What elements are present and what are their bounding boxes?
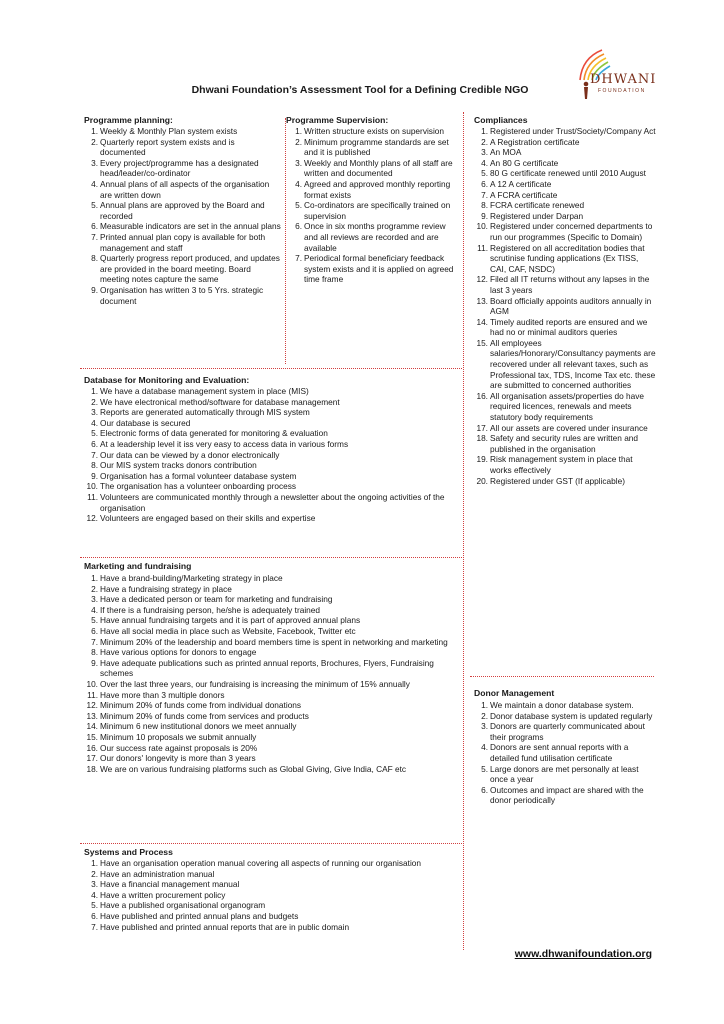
list-item-number: 14. (86, 721, 98, 732)
list-item-text: Have an organisation operation manual covering all aspects of running our organisation (100, 858, 422, 868)
list-item-number: 2. (91, 583, 98, 594)
logo-wordmark: DHWANI (590, 72, 657, 87)
list-item-text: Donors are sent annual reports with a detailed fund utilisation certificate (490, 742, 629, 763)
database-list (84, 386, 460, 524)
list-item-text: Have a written procurement policy (100, 889, 226, 900)
list-item-number: 7. (91, 921, 98, 932)
list-item (84, 594, 460, 605)
list-item (84, 605, 460, 616)
list-item-number: 2. (91, 136, 98, 147)
list-item-number: 1. (481, 700, 488, 710)
list-item-text: Weekly & Monthly Plan system exists (100, 126, 238, 136)
list-item-number: 4. (91, 604, 98, 615)
list-item-text: Every project/programme has a designated head/leader/co-ordinator (100, 157, 259, 179)
list-item-number: 7. (91, 231, 98, 242)
list-item-text: Annual plans are approved by the Board and recorded (100, 200, 265, 221)
list-item-text: Have adequate publications such as printed annual reports, Brochures, Flyers, Fundraising schemes (100, 657, 434, 679)
list-item-number: 8. (91, 460, 98, 471)
list-item-number: 5. (295, 200, 302, 211)
list-item-number: 5. (91, 900, 98, 911)
list-item-number: 8. (481, 200, 488, 211)
list-item-text: Registered on all accreditation bodies that scrutinise funding applications (Ex TISS, CAI, CAF, NSDC) (490, 242, 645, 274)
systems-list (84, 858, 460, 932)
list-item (474, 338, 656, 391)
list-item-text: Have a financial management manual (100, 879, 240, 890)
list-item-number: 9. (91, 284, 98, 295)
list-item-number: 7. (295, 253, 302, 264)
list-item-number: 5. (481, 763, 488, 774)
list-item (474, 137, 656, 148)
list-item-number: 10. (86, 678, 98, 689)
list-item (474, 243, 656, 275)
list-item-text: Minimum 20% of the leadership and board members time is spent in networking and marketing (100, 636, 448, 647)
list-item (84, 573, 460, 584)
list-item-text: Our data can be viewed by a donor electronically (100, 449, 280, 460)
list-item-number: 6. (91, 625, 98, 636)
list-item (84, 869, 460, 880)
divider-donor-top (470, 676, 654, 677)
list-item-number: 5. (91, 615, 98, 626)
list-item (288, 158, 458, 179)
list-item-number: 9. (481, 210, 488, 221)
list-item (474, 764, 656, 785)
list-item-number: 2. (295, 136, 302, 147)
list-item-text: Agreed and approved monthly reporting format exists (304, 178, 451, 200)
list-item-number: 1. (481, 126, 488, 136)
dhwani-logo (566, 44, 657, 106)
list-item-number: 7. (481, 189, 488, 200)
list-item-number: 1. (91, 858, 98, 868)
list-item (474, 742, 656, 763)
list-item (84, 711, 460, 722)
donor-management-heading: Donor Management (474, 688, 555, 698)
list-item (474, 158, 656, 169)
list-item-number: 9. (91, 470, 98, 481)
list-item-number: 17. (86, 753, 98, 764)
list-item-text: Have more than 3 multiple donors (100, 689, 225, 700)
list-item-number: 6. (295, 221, 302, 232)
list-item (84, 700, 460, 711)
list-item-number: 9. (91, 657, 98, 668)
list-item-number: 16. (86, 742, 98, 753)
list-item (84, 232, 282, 253)
list-item-text: Have a dedicated person or team for marketing and fundraising (100, 594, 333, 605)
list-item (84, 658, 460, 679)
list-item-number: 12. (476, 274, 488, 285)
list-item-number: 17. (476, 422, 488, 433)
list-item (288, 179, 458, 200)
list-item-text: Written structure exists on supervision (304, 126, 445, 136)
list-item (84, 647, 460, 658)
list-item-text: Timely audited reports are ensured and we had no or minimal auditors queries (490, 316, 648, 338)
list-item-number: 3. (295, 157, 302, 168)
list-item-number: 4. (91, 889, 98, 900)
list-item (84, 637, 460, 648)
list-item (474, 168, 656, 179)
list-item-text: FCRA certificate renewed (490, 200, 585, 211)
list-item (84, 439, 460, 450)
list-item-text: Registered under concerned departments to run our programmes (Specific to Domain) (490, 221, 653, 242)
list-item (84, 721, 460, 732)
list-item (84, 879, 460, 890)
list-item-number: 11. (477, 242, 488, 253)
list-item-text: Annual plans of all aspects of the organisation are written down (100, 178, 270, 200)
list-item-number: 13. (476, 295, 488, 306)
list-item-number: 7. (91, 449, 98, 460)
list-item-text: The organisation has a volunteer onboarding process (100, 481, 297, 492)
list-item-number: 3. (481, 721, 488, 732)
list-item-text: Minimum 10 proposals we submit annually (100, 731, 257, 742)
list-item (84, 126, 282, 137)
list-item-number: 3. (481, 147, 488, 158)
list-item (84, 418, 460, 429)
list-item-number: 5. (91, 428, 98, 439)
list-item-text: Have a fundraising strategy in place (100, 583, 232, 594)
list-item (84, 471, 460, 482)
list-item-number: 6. (481, 784, 488, 795)
list-item-number: 13. (86, 710, 98, 721)
list-item-text: A Registration certificate (490, 136, 580, 147)
list-item-text: Donor database system is updated regularly (490, 710, 653, 721)
list-item-number: 15. (476, 337, 488, 348)
list-item-text: All our assets are covered under insurance (490, 422, 648, 433)
list-item (84, 428, 460, 439)
list-item (288, 221, 458, 253)
list-item-text: Outcomes and impact are shared with the donor periodically (490, 784, 644, 806)
list-item (84, 732, 460, 743)
list-item-number: 10. (86, 481, 98, 492)
list-item-text: 80 G certificate renewed until 2010 August (490, 168, 646, 179)
list-item (84, 615, 460, 626)
list-item (84, 911, 460, 922)
list-item-number: 8. (91, 647, 98, 658)
list-item (84, 753, 460, 764)
list-item-number: 2. (481, 710, 488, 721)
programme-planning-heading: Programme planning: (84, 115, 173, 125)
list-item (288, 137, 458, 158)
list-item (84, 513, 460, 524)
list-item (84, 407, 460, 418)
list-item-number: 1. (91, 386, 98, 396)
list-item-number: 6. (91, 438, 98, 449)
list-item-number: 1. (91, 573, 98, 583)
list-item-number: 3. (91, 407, 98, 418)
list-item-text: Volunteers are engaged based on their skills and expertise (100, 513, 316, 524)
marketing-list (84, 573, 460, 774)
list-item-text: Registered under GST (If applicable) (490, 475, 625, 486)
list-item (474, 721, 656, 742)
list-item-text: Periodical formal beneficiary feedback system exists and it is applied on agreed time frame (304, 253, 454, 285)
list-item (84, 764, 460, 775)
list-item (474, 476, 656, 487)
list-item (84, 137, 282, 158)
database-heading: Database for Monitoring and Evaluation: (84, 375, 250, 385)
website-link[interactable]: www.dhwanifoundation.org (514, 948, 652, 960)
divider-marketing-top (80, 557, 462, 558)
list-item-number: 20. (476, 475, 488, 486)
list-item-number: 12. (86, 513, 98, 524)
list-item-number: 14. (476, 316, 488, 327)
list-item-text: All organisation assets/properties do have required licences, renewals and meets statutory body requirements (490, 390, 645, 423)
list-item-text: Quarterly report system exists and is documented (100, 136, 235, 158)
list-item (84, 492, 460, 513)
list-item-number: 6. (91, 221, 98, 232)
programme-supervision-heading: Programme Supervision: (286, 115, 389, 125)
list-item-text: Large donors are met personally at least once a year (490, 763, 639, 785)
list-item-text: Reports are generated automatically through MIS system (100, 407, 310, 418)
list-item-text: Minimum 6 new institutional donors we meet annually (100, 721, 297, 732)
list-item-text: Have a brand-building/Marketing strategy in place (100, 573, 283, 583)
list-item (84, 481, 460, 492)
list-item-text: Our MIS system tracks donors contribution (100, 460, 257, 471)
list-item-text: An MOA (490, 147, 522, 158)
list-item-text: An 80 G certificate (490, 157, 559, 168)
list-item-text: Have various options for donors to engage (100, 647, 257, 658)
list-item (474, 147, 656, 158)
list-item-number: 15. (86, 731, 98, 742)
systems-heading: Systems and Process (84, 847, 173, 857)
list-item-number: 4. (481, 157, 488, 168)
list-item-number: 2. (481, 136, 488, 147)
list-item-text: Have published and printed annual reports that are in public domain (100, 921, 350, 932)
list-item (84, 285, 282, 306)
list-item-number: 1. (91, 126, 98, 136)
list-item-text: Have all social media in place such as Website, Facebook, Twitter etc (100, 625, 356, 636)
list-item-text: Volunteers are communicated monthly through a newsletter about the ongoing activities of the organisation (100, 491, 445, 513)
list-item-text: Our database is secured (100, 417, 191, 428)
list-item-text: A 12 A certificate (490, 178, 552, 189)
list-item-text: Registered under Trust/Society/Company Act (490, 126, 656, 136)
list-item-text: Electronic forms of data generated for monitoring & evaluation (100, 428, 328, 439)
list-item-text: We maintain a donor database system. (490, 700, 634, 710)
list-item-text: Organisation has a formal volunteer database system (100, 470, 297, 481)
list-item (474, 317, 656, 338)
list-item (84, 690, 460, 701)
divider-database-top (80, 368, 462, 369)
list-item-text: Have annual fundraising targets and it is part of approved annual plans (100, 615, 361, 626)
divider-vertical-left (285, 118, 286, 364)
list-item-number: 5. (481, 168, 488, 179)
list-item-text: A FCRA certificate (490, 189, 558, 200)
list-item-text: Our donors' longevity is more than 3 years (100, 753, 256, 764)
programme-planning-list (84, 126, 282, 306)
list-item-number: 4. (295, 178, 302, 189)
list-item-text: If there is a fundraising person, he/she is adequately trained (100, 604, 321, 615)
list-item-text: Have a published organisational organogram (100, 900, 266, 911)
list-item-number: 4. (91, 417, 98, 428)
list-item (84, 679, 460, 690)
compliances-list (474, 126, 656, 486)
list-item-number: 2. (91, 396, 98, 407)
list-item (288, 126, 458, 137)
list-item (84, 584, 460, 595)
list-item (84, 386, 460, 397)
list-item (288, 200, 458, 221)
list-item (474, 454, 656, 475)
list-item (84, 200, 282, 221)
list-item-text: Registered under Darpan (490, 210, 584, 221)
list-item-text: Minimum 20% of funds come from individual donations (100, 700, 302, 711)
list-item-number: 11. (87, 689, 98, 700)
logo-subtitle: FOUNDATION (598, 88, 646, 94)
list-item (474, 190, 656, 201)
list-item-number: 3. (91, 594, 98, 605)
list-item (474, 211, 656, 222)
list-item-text: Safety and security rules are written and published in the organisation (490, 433, 639, 454)
list-item (84, 858, 460, 869)
list-item-text: Weekly and Monthly plans of all staff are written and documented (304, 157, 453, 179)
list-item (474, 296, 656, 317)
list-item-number: 3. (91, 879, 98, 890)
list-item (84, 460, 460, 471)
list-item (474, 274, 656, 295)
list-item-number: 8. (91, 253, 98, 264)
list-item-number: 3. (91, 157, 98, 168)
page-title: Dhwani Foundation’s Assessment Tool for a Defining Credible NGO (191, 84, 529, 96)
list-item (474, 391, 656, 423)
list-item (84, 179, 282, 200)
list-item-text: Quarterly progress report produced, and updates are provided in the board meeting. Board meeting notes capture the same (100, 253, 280, 285)
list-item (84, 743, 460, 754)
list-item-text: Printed annual plan copy is available for both management and staff (100, 231, 266, 253)
list-item-text: Minimum programme standards are set and it is published (304, 136, 449, 158)
list-item (288, 253, 458, 285)
list-item-text: We have electronical method/software for database management (100, 396, 340, 407)
list-item-text: We have a database management system in place (MIS) (100, 386, 309, 396)
list-item-number: 12. (86, 700, 98, 711)
list-item (474, 785, 656, 806)
list-item-text: Measurable indicators are set in the annual plans (100, 221, 281, 232)
list-item-text: Have an administration manual (100, 868, 215, 879)
list-item-text: Co-ordinators are specifically trained on supervision (304, 200, 451, 221)
list-item (474, 433, 656, 454)
list-item (84, 626, 460, 637)
list-item-number: 6. (91, 910, 98, 921)
donor-management-list (474, 700, 656, 806)
list-item (84, 900, 460, 911)
list-item (84, 221, 282, 232)
list-item-text: Organisation has written 3 to 5 Yrs. strategic document (100, 284, 264, 306)
list-item (474, 126, 656, 137)
list-item (474, 711, 656, 722)
list-item-number: 6. (481, 178, 488, 189)
list-item-text: Minimum 20% of funds come from services and products (100, 710, 309, 721)
list-item-number: 7. (91, 636, 98, 647)
list-item (84, 158, 282, 179)
divider-vertical-right (463, 112, 464, 950)
list-item (474, 221, 656, 242)
list-item-number: 1. (295, 126, 302, 136)
list-item-text: All employees salaries/Honorary/Consultancy payments are recovered under all relevant taxes, such as Professional tax, TDS, Income Tax etc. these are submitted to concerned authorities (490, 337, 656, 391)
list-item-number: 2. (91, 868, 98, 879)
list-item-text: Donors are quarterly communicated about their programs (490, 721, 645, 742)
list-item-number: 19. (476, 454, 488, 465)
list-item (84, 450, 460, 461)
list-item-number: 18. (476, 433, 488, 444)
programme-supervision-list (288, 126, 458, 285)
list-item-text: Have published and printed annual plans and budgets (100, 910, 299, 921)
list-item-number: 16. (476, 390, 488, 401)
divider-systems-top (80, 843, 462, 844)
list-item (474, 700, 656, 711)
list-item-text: Board officially appoints auditors annually in AGM (490, 295, 652, 317)
list-item-text: Risk management system in place that works effectively (490, 454, 633, 475)
compliances-heading: Compliances (474, 115, 528, 125)
list-item-number: 18. (86, 763, 98, 774)
list-item-text: At a leadership level it iss very easy to access data in various forms (100, 438, 349, 449)
list-item (474, 423, 656, 434)
marketing-heading: Marketing and fundraising (84, 561, 192, 571)
list-item-number: 5. (91, 200, 98, 211)
list-item-text: We are on various fundraising platforms such as Global Giving, Give India, CAF etc (100, 763, 407, 774)
list-item-number: 10. (476, 221, 488, 232)
list-item (84, 397, 460, 408)
list-item (474, 179, 656, 190)
list-item-number: 4. (91, 178, 98, 189)
list-item-number: 4. (481, 742, 488, 753)
list-item (84, 890, 460, 901)
list-item-text: Once in six months programme review and all reviews are recorded and are available (304, 221, 446, 253)
list-item-text: Our success rate against proposals is 20% (100, 742, 258, 753)
list-item (84, 922, 460, 933)
list-item-text: Filed all IT returns without any lapses in the last 3 years (490, 274, 650, 295)
list-item (84, 253, 282, 285)
list-item (474, 200, 656, 211)
list-item-number: 11. (87, 491, 98, 502)
list-item-text: Over the last three years, our fundraising is increasing the minimum of 15% annually (100, 678, 410, 689)
